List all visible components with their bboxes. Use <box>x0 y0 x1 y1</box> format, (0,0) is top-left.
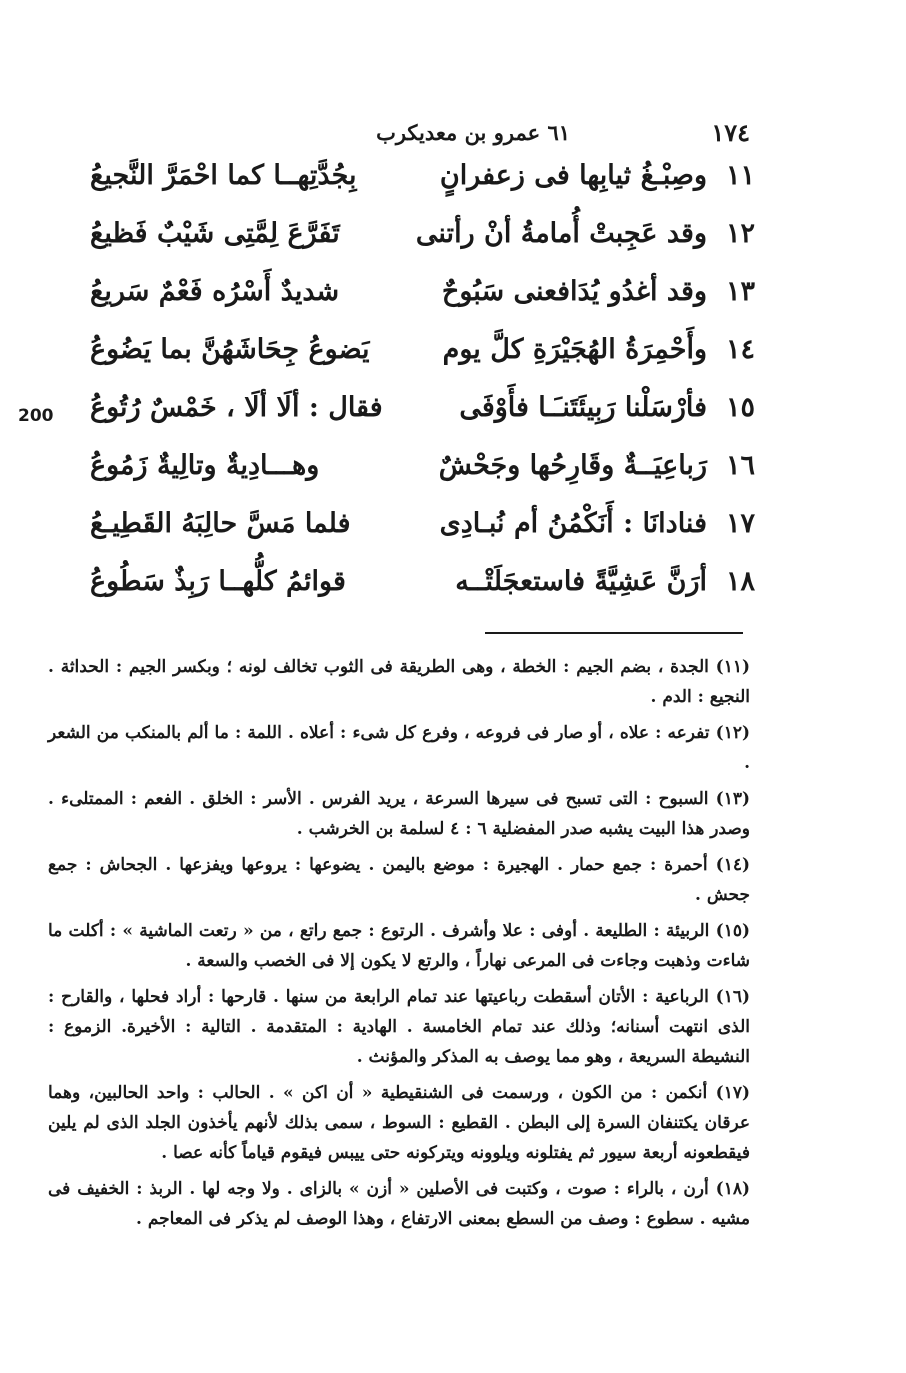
verse-first-hemistich: فنادانَا : أَنَكْمُنُ أم نُبـادِى <box>439 508 707 539</box>
verse-line <box>90 160 755 208</box>
margin-page-number: 200 <box>18 406 54 426</box>
footnote: (١٧) أنكمن : من الكون ، ورسمت فى الشنقيطية « أن اكن » . الحالب : واحد الحالبين، وهما عرقان يكتنفان السرة إلى البطن . القطيع : السوط ، سمى بذلك لأنهم يأخذون الجلد الذى لم يلين فيقطعونه أربعة سيور ثم يفتلونه ويلوونه ويتركونه حتى ييبس فيقوم قياماً كأنه عصا . <box>48 1083 750 1163</box>
footnote: (١٢) تفرعه : علاه ، أو صار فى فروعه ، وفرع كل شىء : أعلاه . اللمة : ما ألم بالمنكب من الشعر . <box>48 723 750 773</box>
verse-number: ١١ <box>725 160 755 191</box>
footnote: (١٥) الربيئة : الطليعة . أوفى : علا وأشرف . الرتوع : جمع راتع ، من « رتعت الماشية » : أكلت ما شاءت وذهبت وجاءت فى المرعى نهاراً ، والرتع لا يكون إلا فى الخصب والسعة . <box>48 921 750 971</box>
verse-number: ١٧ <box>725 508 755 539</box>
verse-first-hemistich: وصِبْـغُ ثيابِها فى زعفرانٍ <box>439 160 707 191</box>
verse-number: ١٦ <box>725 450 755 481</box>
running-title: ٦١ عمرو بن معديكرب <box>376 120 570 145</box>
footnotes <box>48 652 750 1240</box>
footnote: (١٣) السبوح : التى تسبح فى سيرها السرعة ، يريد الفرس . الأسر : الخلق . الفعم : الممتلىء . وصدر هذا البيت يشبه صدر المفضلية ٦ : ٤ لسلمة بن الخرشب . <box>48 789 750 839</box>
verse-second-hemistich: بِجُدَّتِهــا كما احْمَرَّ النَّجيعُ <box>90 160 357 191</box>
verse-first-hemistich: رَباعِيَــةٌ وقَارِحُها وجَحْشٌ <box>438 450 707 481</box>
verse-first-hemistich: وقد عَجِبتْ أُمامةُ أنْ رأتنى <box>415 218 707 249</box>
verse-line <box>90 450 755 498</box>
verse-second-hemistich: شديدٌ أَسْرُه فَعْمٌ سَريعُ <box>90 276 340 307</box>
page-number: ١٧٤ <box>711 118 750 147</box>
footnote: (١٦) الرباعية : الأتان أسقطت رباعيتها عند تمام الرابعة من سنها . قارحها : أراد فحلها ، والقارح : الذى انتهت أسنانه؛ وذلك عند تمام الخامسة . الهادية : المتقدمة . التالية : الأخيرة. الزموع : النشيطة السريعة ، وهو مما يوصف به المذكر والمؤنث . <box>48 987 750 1067</box>
verse-line <box>90 218 755 266</box>
verse-line <box>90 566 755 614</box>
footnote: (١٨) أرن ، بالراء : صوت ، وكتبت فى الأصلين « أزن » بالزاى . ولا وجه لها . الربذ : الخفيف فى مشيه . سطوع : وصف من السطع بمعنى الارتفاع ، وهذا الوصف لم يذكر فى المعاجم . <box>48 1179 750 1229</box>
verse-second-hemistich: يَضوعُ جِحَاشَهُنَّ بما يَضُوعُ <box>90 334 370 365</box>
verse-first-hemistich: وأَحْمِرَةُ الهُجَيْرَةِ كلَّ يوم <box>442 334 707 365</box>
verse-line <box>90 508 755 556</box>
verse-second-hemistich: فلما مَسَّ حالِبَهُ القَطِيـعُ <box>90 508 351 539</box>
verse-first-hemistich: فأرْسَلْنا رَبِيئَتَنـَـا فأَوْفَى <box>459 392 707 423</box>
verse-line <box>90 276 755 324</box>
verse-first-hemistich: أرَنَّ عَشِيَّةً فاستعجَلَتْــه <box>455 566 707 597</box>
page-header <box>270 118 750 152</box>
verse-number: ١٤ <box>725 334 755 365</box>
verse-second-hemistich: تَفَرَّعَ لِمَّتِى شَيْبٌ فَظيعُ <box>90 218 340 249</box>
footnote: (١١) الجدة ، بضم الجيم : الخطة ، وهى الطريقة فى الثوب تخالف لونه ؛ وبكسر الجيم : الحداثة . النجيع : الدم . <box>48 657 750 707</box>
verse-second-hemistich: وهـــادِيةٌ وتالِيةٌ زَمُوعُ <box>90 450 320 481</box>
verse-line <box>90 334 755 382</box>
verse-first-hemistich: وقد أغدُو يُدَافعنى سَبُوحٌ <box>441 276 707 307</box>
verse-number: ١٥ <box>725 392 755 423</box>
verse-second-hemistich: فقال : ألَا ألَا ، خَمْسٌ رُتُوعُ <box>90 392 383 423</box>
footnote-rule <box>485 632 743 634</box>
verse-number: ١٢ <box>725 218 755 249</box>
footnote: (١٤) أحمرة : جمع حمار . الهجيرة : موضع باليمن . يضوعها : يروعها ويفزعها . الجحاش : جمع جحش . <box>48 855 750 905</box>
verse-number: ١٨ <box>725 566 755 597</box>
verse-second-hemistich: قوائمُ كلُّهــا رَبِذٌ سَطُوعُ <box>90 566 346 597</box>
verse-number: ١٣ <box>725 276 755 307</box>
verse-line <box>90 392 755 440</box>
